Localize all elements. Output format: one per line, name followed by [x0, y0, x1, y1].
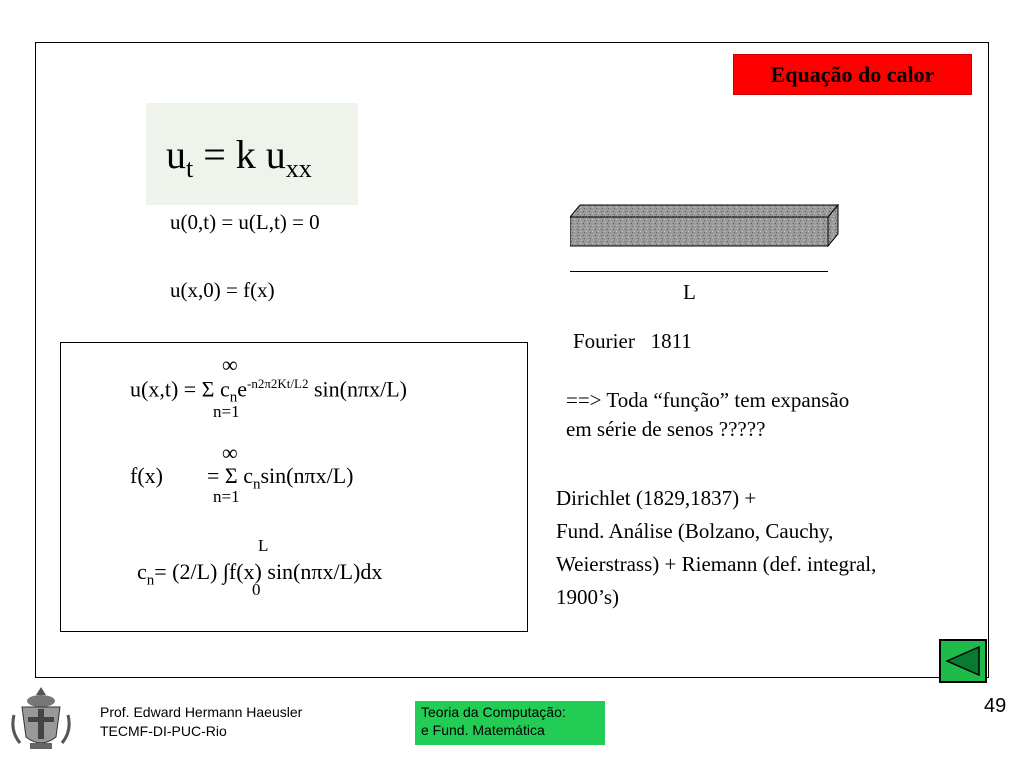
initial-condition: u(x,0) = f(x)	[170, 278, 275, 302]
formula-series: = Σ $c_n\sin(n\pi x/L)$	[207, 463, 354, 493]
integral-upper: L	[258, 536, 269, 555]
rod-length-line	[570, 271, 828, 272]
infinity-2: ∞	[222, 440, 238, 465]
fourier-text: Fourier 1811	[573, 329, 692, 353]
back-triangle-icon	[941, 641, 985, 681]
infinity-1: ∞	[222, 352, 238, 377]
formula-solution: u(x,t) = Σ $c_ne^{-n2\pi 2Kt/L2}$ sin(nπx/L)	[130, 376, 407, 406]
rod-length-label: L	[683, 280, 696, 304]
metal-rod-image	[570, 204, 840, 254]
integral-lower: 0	[252, 580, 261, 599]
boundary-condition: u(0,t) = u(L,t) = 0	[170, 210, 320, 234]
sum-index-1: n=1	[213, 402, 240, 421]
expansion-text: ==> Toda “função” tem expansão em série de senos ?????	[566, 388, 850, 441]
sum-index-2: n=1	[213, 487, 240, 506]
footer-author: Prof. Edward Hermann Haeusler TECMF-DI-PUC-Rio	[100, 704, 303, 739]
puc-rio-logo	[10, 685, 72, 753]
back-button[interactable]	[939, 639, 987, 683]
heat-equation: $u_t = k$ $u_{xx}$	[166, 132, 312, 183]
heat-equation-image	[146, 103, 358, 205]
slide-title: Equação do calor	[733, 54, 972, 95]
history-text: Dirichlet (1829,1837) + Fund. Análise (Bolzano, Cauchy, Weierstrass) + Riemann (def. integral, 1900’s)	[556, 486, 877, 609]
formula-coefficient: $c_n= (2/L)$ ∫f(x) sin(nπx/L)dx	[137, 559, 383, 589]
formula-f-lhs: f(x)	[130, 463, 163, 488]
course-badge: Teoria da Computação: e Fund. Matemática	[415, 701, 605, 745]
page-number: 49	[984, 695, 1007, 717]
